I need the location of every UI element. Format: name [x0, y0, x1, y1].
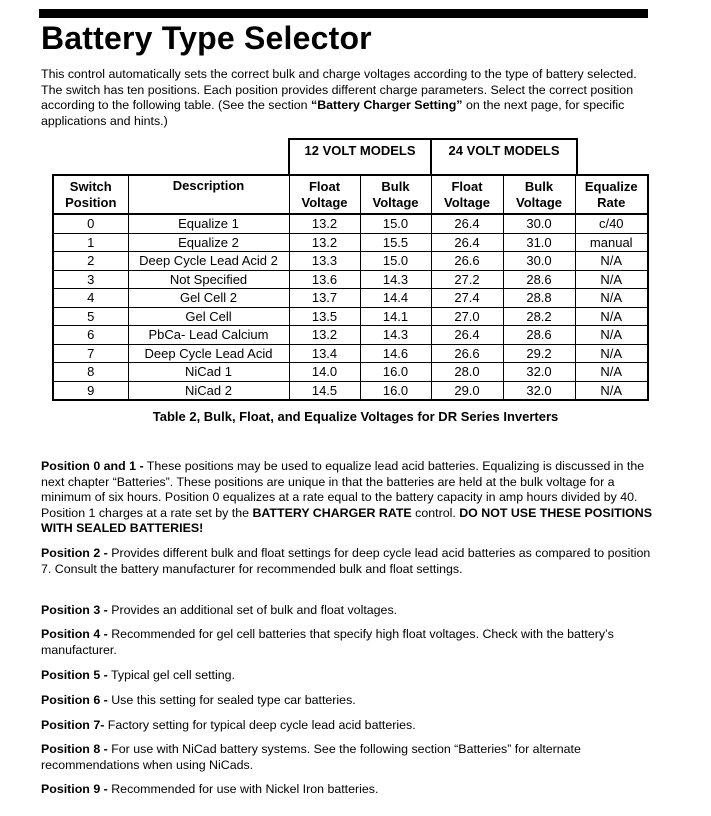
bulk-12v-cell: 14.6 — [360, 344, 431, 363]
bulk-24v-cell: 30.0 — [503, 252, 575, 271]
bulk-12v-cell: 14.1 — [360, 307, 431, 326]
float-24v-cell: 27.4 — [431, 289, 503, 308]
text-span: Bulk — [524, 178, 554, 194]
switch-position-cell: 6 — [53, 326, 128, 345]
text-span: Position 2 - — [41, 546, 108, 560]
float-12v-cell: 13.5 — [289, 307, 360, 326]
switch-position-cell: 4 — [53, 289, 128, 308]
text-span: Position 9 - — [41, 782, 108, 796]
bulk-12v-cell: 15.5 — [360, 233, 431, 252]
equalize-rate-cell: manual — [575, 233, 648, 252]
table-row — [53, 381, 648, 400]
header-float-12v — [289, 175, 360, 214]
bulk-12v-cell: 14.3 — [360, 326, 431, 345]
equalize-rate-cell: c/40 — [575, 214, 648, 233]
bulk-12v-cell: 15.0 — [360, 252, 431, 271]
position-3-paragraph — [41, 603, 653, 619]
float-24v-cell: 27.2 — [431, 270, 503, 289]
table-row — [53, 363, 648, 382]
text-span: Description — [172, 178, 245, 193]
text-span: Voltage — [301, 194, 348, 210]
bulk-24v-cell: 28.6 — [503, 326, 575, 345]
text-span: Position 5 - — [41, 668, 108, 682]
position-7-paragraph — [41, 718, 653, 734]
description-cell: Not Specified — [128, 270, 289, 289]
table-row — [53, 270, 648, 289]
bulk-24v-cell: 32.0 — [503, 381, 575, 400]
text-span: Position 7- — [41, 718, 105, 732]
float-12v-cell: 13.2 — [289, 326, 360, 345]
text-span: Position — [65, 194, 117, 210]
text-span: For use with NiCad battery systems. See the following section “Batteries” for alternate recommendations when using NiCads. — [41, 742, 581, 772]
equalize-rate-cell: N/A — [575, 326, 648, 345]
bulk-24v-cell: 30.0 — [503, 214, 575, 233]
equalize-rate-cell: N/A — [575, 289, 648, 308]
text-span: Provides an additional set of bulk and float voltages. — [107, 603, 398, 617]
text-span: Voltage — [516, 194, 562, 210]
description-cell: Deep Cycle Lead Acid 2 — [128, 252, 289, 271]
switch-position-cell: 7 — [53, 344, 128, 363]
intro-text-2: on the next page, for specific applications and hints.) — [41, 98, 625, 128]
bulk-24v-cell: 31.0 — [503, 233, 575, 252]
text-span: These positions may be used to equalize lead acid batteries. Equalizing is discussed in the next chapter “Batteries”. These positions are unique in that the batteries are held at the bulk voltage for a minimum of six hours. Position 0 equalizes at a rate equal to the battery capacity in amp hours divided by 40. Position 1 charges at a rate set by the — [41, 459, 645, 520]
description-cell: Deep Cycle Lead Acid — [128, 344, 289, 363]
float-24v-cell: 27.0 — [431, 307, 503, 326]
float-24v-cell: 26.4 — [431, 326, 503, 345]
position-4-paragraph — [41, 627, 653, 658]
text-span: Rate — [597, 194, 626, 210]
table-header-row — [53, 175, 648, 214]
charger-rate-control: BATTERY CHARGER RATE — [252, 505, 412, 520]
equalize-rate-cell: N/A — [575, 252, 648, 271]
text-span: Position 8 - — [41, 742, 108, 756]
text-span: Bulk — [381, 178, 410, 194]
switch-position-cell: 1 — [53, 233, 128, 252]
text-span: Typical gel cell setting. — [107, 668, 235, 682]
header-description — [128, 175, 289, 214]
float-12v-cell: 13.7 — [289, 289, 360, 308]
float-24v-cell: 26.6 — [431, 344, 503, 363]
table-row — [53, 307, 648, 326]
switch-position-cell: 3 — [53, 270, 128, 289]
text-span: Position 3 - — [41, 603, 108, 617]
switch-position-cell: 5 — [53, 307, 128, 326]
text-span: Voltage — [444, 194, 490, 210]
text-span: Voltage — [372, 194, 419, 210]
equalize-rate-cell: N/A — [575, 381, 648, 400]
bulk-24v-cell: 32.0 — [503, 363, 575, 382]
equalize-rate-cell: N/A — [575, 270, 648, 289]
description-cell: NiCad 1 — [128, 363, 289, 382]
text-span: control. — [411, 505, 460, 520]
float-12v-cell: 13.2 — [289, 214, 360, 233]
text-span: Equalize — [584, 178, 638, 194]
position-0-1-heading: Position 0 and 1 - — [41, 459, 144, 473]
description-cell: NiCad 2 — [128, 381, 289, 400]
bulk-24v-cell: 28.8 — [503, 289, 575, 308]
intro-section-reference: “Battery Charger Setting” — [311, 98, 463, 113]
description-cell: Gel Cell — [128, 307, 289, 326]
float-12v-cell: 13.4 — [289, 344, 360, 363]
position-9-paragraph — [41, 782, 653, 798]
text-span: Switch — [69, 178, 112, 194]
table-row — [53, 326, 648, 345]
float-12v-cell: 13.2 — [289, 233, 360, 252]
text-span: Float — [451, 178, 483, 194]
float-24v-cell: 29.0 — [431, 381, 503, 400]
header-float-24v — [431, 175, 503, 214]
bulk-24v-cell: 28.6 — [503, 270, 575, 289]
equalize-rate-cell: N/A — [575, 344, 648, 363]
table-row — [53, 252, 648, 271]
position-0-1-paragraph — [41, 459, 653, 537]
position-8-paragraph — [41, 742, 653, 773]
bulk-24v-cell: 29.2 — [503, 344, 575, 363]
header-switch-position — [53, 175, 128, 214]
bulk-12v-cell: 16.0 — [360, 363, 431, 382]
sealed-battery-warning: DO NOT USE THESE POSITIONS WITH SEALED BATTERIES! — [41, 505, 653, 536]
top-rule — [39, 9, 648, 18]
bulk-12v-cell: 15.0 — [360, 214, 431, 233]
switch-position-cell: 0 — [53, 214, 128, 233]
group-header-12v: 12 VOLT MODELS — [288, 138, 432, 174]
table-row — [53, 344, 648, 363]
table-row — [53, 233, 648, 252]
bulk-12v-cell: 14.3 — [360, 270, 431, 289]
text-span: Position 6 - — [41, 693, 108, 707]
float-12v-cell: 13.6 — [289, 270, 360, 289]
bulk-24v-cell: 28.2 — [503, 307, 575, 326]
float-12v-cell: 13.3 — [289, 252, 360, 271]
intro-paragraph — [41, 67, 653, 129]
group-header-24v: 24 VOLT MODELS — [430, 138, 578, 174]
equalize-rate-cell: N/A — [575, 363, 648, 382]
page-title: Battery Type Selector — [41, 20, 372, 56]
table-caption: Table 2, Bulk, Float, and Equalize Voltages for DR Series Inverters — [152, 409, 559, 424]
switch-position-cell: 2 — [53, 252, 128, 271]
float-24v-cell: 26.4 — [431, 233, 503, 252]
text-span: Factory setting for typical deep cycle lead acid batteries. — [104, 718, 416, 732]
text-span: Recommended for gel cell batteries that specify high float voltages. Check with the battery’s manufacturer. — [41, 627, 614, 657]
header-bulk-24v — [503, 175, 575, 214]
bulk-12v-cell: 14.4 — [360, 289, 431, 308]
float-24v-cell: 26.4 — [431, 214, 503, 233]
description-cell: Equalize 1 — [128, 214, 289, 233]
description-cell: Gel Cell 2 — [128, 289, 289, 308]
bulk-12v-cell: 16.0 — [360, 381, 431, 400]
switch-position-cell: 8 — [53, 363, 128, 382]
intro-text-1: This control automatically sets the correct bulk and charge voltages according to the type of battery selected. The switch has ten positions. Each position provides different charge parameters. Select the correct position according to the following table. (See the section — [41, 67, 637, 113]
position-6-paragraph — [41, 693, 653, 709]
equalize-rate-cell: N/A — [575, 307, 648, 326]
text-span: Use this setting for sealed type car batteries. — [107, 693, 356, 707]
table-row — [53, 214, 648, 233]
text-span: Float — [308, 178, 341, 194]
text-span: Recommended for use with Nickel Iron batteries. — [107, 782, 379, 796]
float-12v-cell: 14.5 — [289, 381, 360, 400]
description-cell: PbCa- Lead Calcium — [128, 326, 289, 345]
switch-position-cell: 9 — [53, 381, 128, 400]
float-24v-cell: 26.6 — [431, 252, 503, 271]
voltage-table — [52, 174, 649, 401]
position-2-paragraph — [41, 546, 653, 577]
float-12v-cell: 14.0 — [289, 363, 360, 382]
text-span: Position 4 - — [41, 627, 108, 641]
text-span: Provides different bulk and float settings for deep cycle lead acid batteries as compared to position 7. Consult the battery manufacturer for recommended bulk and float settings. — [41, 546, 651, 576]
table-row — [53, 289, 648, 308]
position-5-paragraph — [41, 668, 653, 684]
description-cell: Equalize 2 — [128, 233, 289, 252]
header-equalize-rate — [575, 175, 648, 214]
header-bulk-12v — [360, 175, 431, 214]
float-24v-cell: 28.0 — [431, 363, 503, 382]
